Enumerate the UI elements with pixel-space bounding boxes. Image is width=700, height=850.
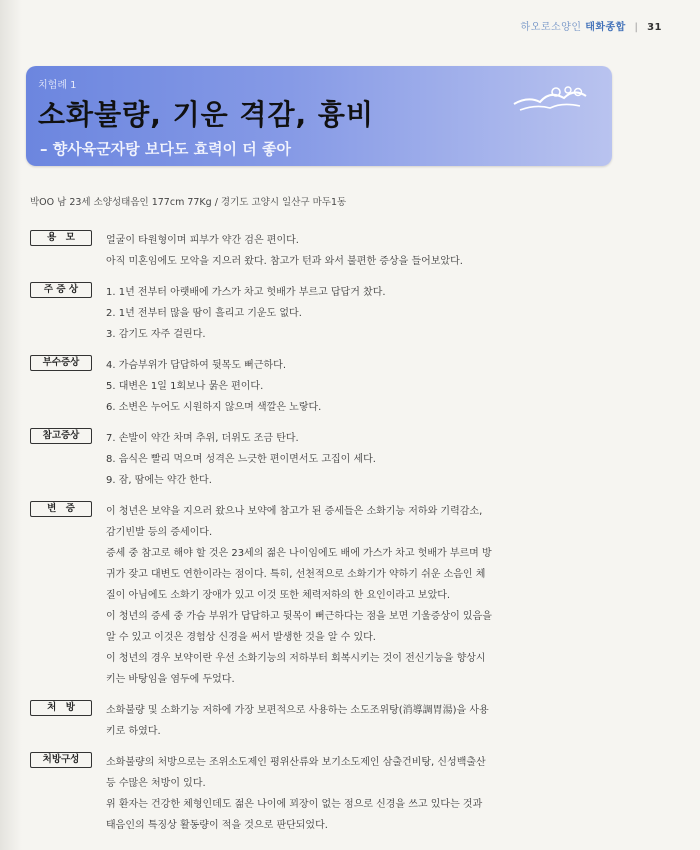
running-header-section: 하오로소양인 — [520, 22, 582, 33]
case-title-banner — [26, 66, 612, 166]
section-label: 처 방 — [30, 700, 92, 716]
section-text-line: 키는 바탕임을 염두에 두었다. — [106, 674, 235, 685]
running-header — [521, 18, 662, 33]
section-body — [106, 282, 660, 345]
section-text-line: 이 청년의 경우 보약이란 우선 소화기능의 저하부터 회복시키는 것이 전신기능을 향상시 — [106, 653, 486, 664]
running-header-separator: | — [634, 22, 639, 33]
section-text-line: 귀가 잦고 대변도 연한이라는 점이다. 특히, 선천적으로 소화기가 약하기 쉬운 소음인 체 — [106, 569, 486, 580]
section-text-line: 6. 소변은 누어도 시원하지 않으며 색깔은 노랗다. — [106, 402, 322, 413]
section-body — [106, 700, 660, 742]
case-sections — [30, 230, 660, 846]
section-text-line: 소화불량 및 소화기능 저하에 가장 보편적으로 사용하는 소도조위탕(消導調胃湯)을 사용 — [106, 705, 489, 716]
case-section — [30, 282, 660, 345]
section-label: 참고증상 — [30, 428, 92, 444]
section-text-line: 소화불량의 처방으로는 조위소도제인 평위산류와 보기소도제인 삼출건비탕, 신성백출산 — [106, 757, 486, 768]
section-text-line: 키로 하였다. — [106, 726, 161, 737]
section-body — [106, 752, 660, 836]
section-text-line: 4. 가슴부위가 답답하여 뒷목도 뻐근하다. — [106, 360, 286, 371]
section-text-line: 8. 음식은 빨리 먹으며 성격은 느긋한 편이면서도 고집이 세다. — [106, 454, 376, 465]
case-section — [30, 752, 660, 836]
case-section — [30, 230, 660, 272]
section-text-line: 5. 대변은 1일 1회보나 묽은 편이다. — [106, 381, 264, 392]
case-section — [30, 428, 660, 491]
section-text-line: 9. 잠, 땀에는 약간 한다. — [106, 475, 212, 486]
section-label: 주 증 상 — [30, 282, 92, 298]
section-text-line: 얼굴이 타원형이며 피부가 약간 검은 편이다. — [106, 235, 299, 246]
page-gutter-shadow — [0, 0, 22, 850]
section-label: 용 모 — [30, 230, 92, 246]
section-label: 처방구성 — [30, 752, 92, 768]
section-body — [106, 230, 660, 272]
case-section — [30, 501, 660, 690]
section-text-line: 아직 미혼임에도 모악을 지으러 왔다. 참고가 턴과 와서 불편한 증상을 들어보았다. — [106, 256, 463, 267]
case-section — [30, 700, 660, 742]
section-text-line: 질이 아님에도 소화기 장애가 있고 이것 또한 체력저하의 한 요인이라고 보았다. — [106, 590, 451, 601]
section-text-line: 1. 1년 전부터 아랫배에 가스가 차고 헛배가 부르고 답답거 찼다. — [106, 287, 386, 298]
cloud-decoration-icon — [510, 78, 590, 116]
running-header-chapter: 태화종합 — [585, 22, 626, 33]
section-label: 부수증상 — [30, 355, 92, 371]
section-body — [106, 355, 660, 418]
section-body — [106, 428, 660, 491]
section-text-line: 3. 감기도 자주 걸린다. — [106, 329, 206, 340]
section-body — [106, 501, 660, 690]
case-title: 소화불량, 기운 격감, 흉비 — [38, 98, 374, 131]
section-text-line: 등 수많은 처방이 있다. — [106, 778, 206, 789]
section-text-line: 7. 손발이 약간 차며 추위, 더위도 조금 탄다. — [106, 433, 299, 444]
case-label: 치험례 1 — [38, 80, 77, 91]
section-text-line: 이 청년의 증세 중 가슴 부위가 답답하고 뒷목이 뻐근하다는 점을 보면 기울증상이 있음을 — [106, 611, 492, 622]
case-section — [30, 355, 660, 418]
section-text-line: 증세 중 참고로 해야 할 것은 23세의 젊은 나이임에도 배에 가스가 차고 헛배가 부르며 방 — [106, 548, 492, 559]
section-text-line: 위 환자는 건강한 체형인데도 젊은 나이에 꾀장이 없는 점으로 신경을 쓰고 있다는 것과 — [106, 799, 483, 810]
section-text-line: 2. 1년 전부터 많을 땀이 흘리고 기운도 없다. — [106, 308, 302, 319]
section-text-line: 이 청년은 보약을 지으러 왔으나 보약에 참고가 된 증세들은 소화기능 저하와 기력감소, — [106, 506, 483, 517]
section-text-line: 알 수 있고 이것은 경험상 신경을 써서 발생한 것을 알 수 있다. — [106, 632, 376, 643]
section-text-line: 태음인의 특징상 활동량이 적을 것으로 판단되었다. — [106, 820, 328, 831]
case-subtitle: – 향사육군자탕 보다도 효력이 더 좋아 — [40, 140, 291, 158]
page-number: 31 — [647, 22, 662, 33]
section-label: 변 증 — [30, 501, 92, 517]
patient-info: 박OO 남 23세 소양성태음인 177cm 77Kg / 경기도 고양시 일산구 마두1동 — [30, 197, 347, 208]
section-text-line: 감기빈발 등의 증세이다. — [106, 527, 213, 538]
